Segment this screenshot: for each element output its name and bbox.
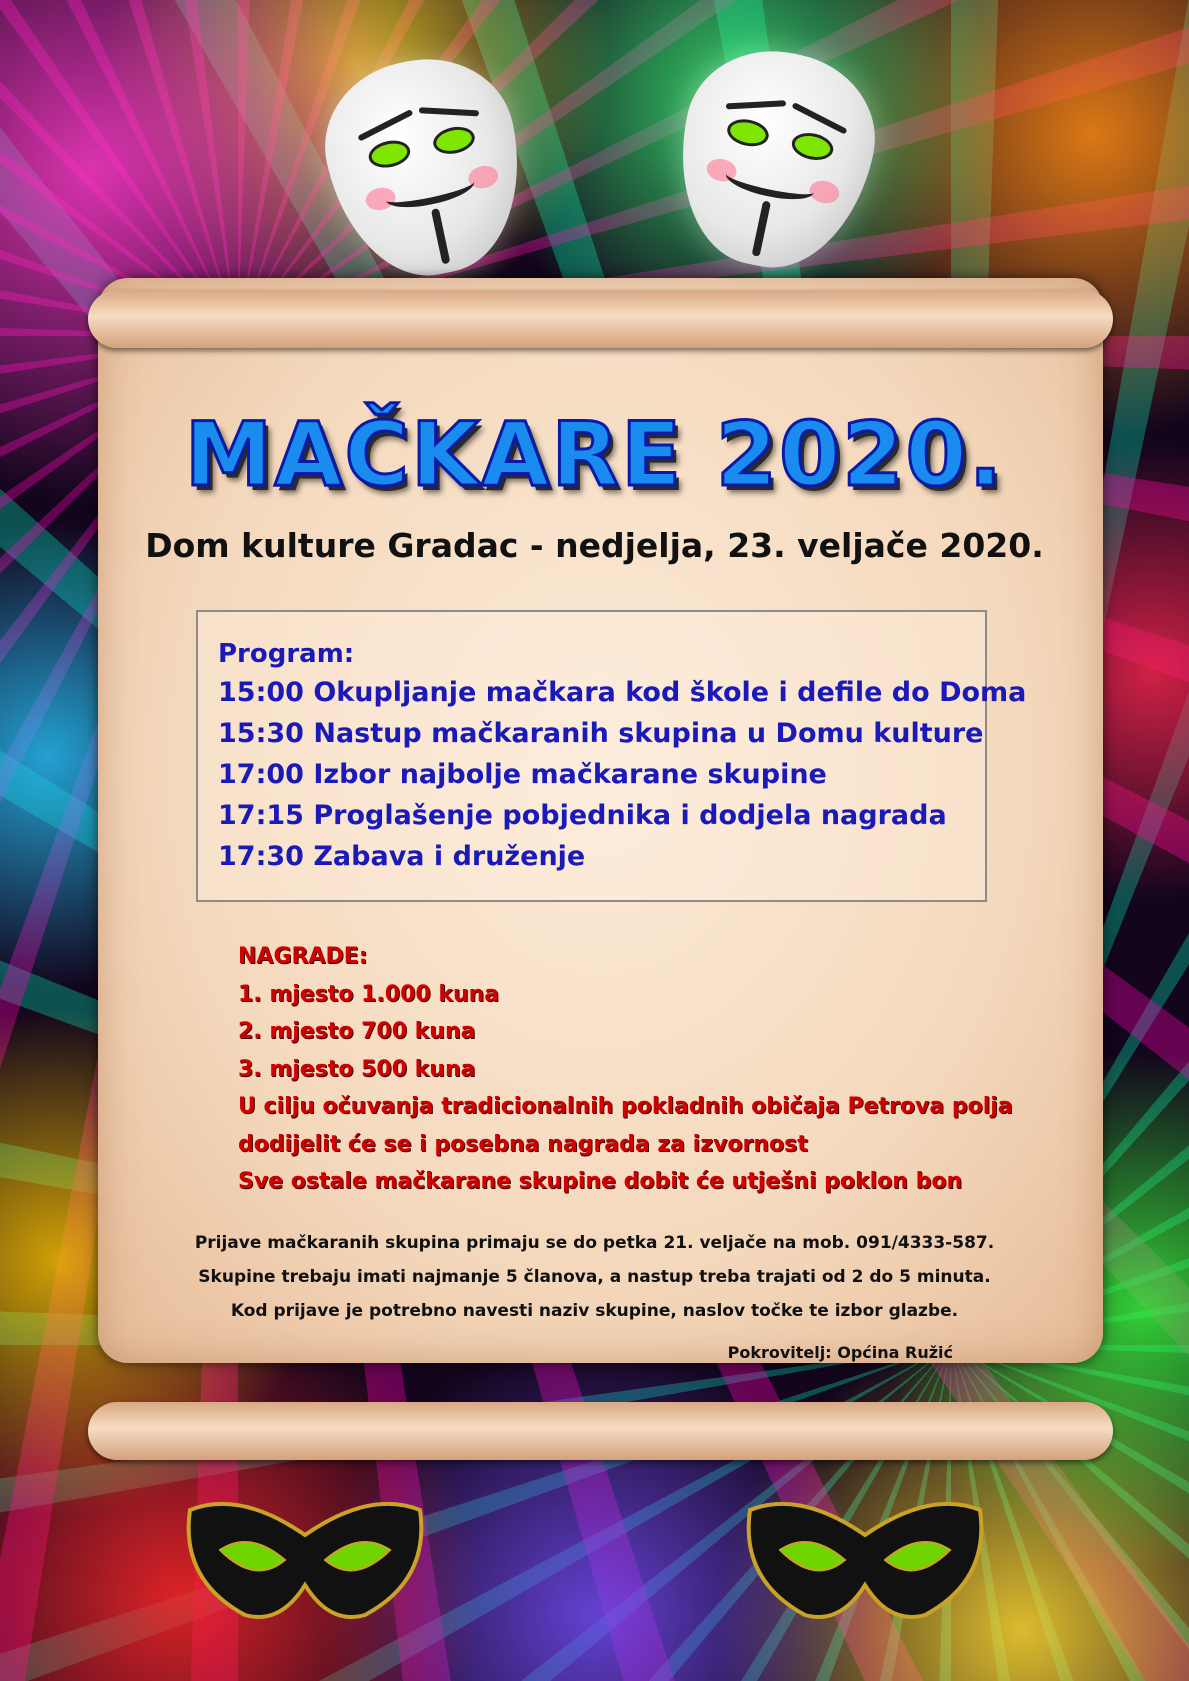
program-item: 17:15 Proglašenje pobjednika i dodjela nagrada [218, 800, 947, 831]
page-title: MAČKARE 2020. [184, 403, 1005, 506]
program-item: 17:00 Izbor najbolje mačkarane skupine [218, 759, 827, 790]
program-box [196, 610, 1027, 902]
prize-line: dodijelit će se i posebna nagrada za izvornost [238, 1131, 808, 1157]
info-line: Skupine trebaju imati najmanje 5 članova, a nastup treba trajati od 2 do 5 minuta. [198, 1267, 991, 1287]
program-item: 15:30 Nastup mačkaranih skupina u Domu kulture [218, 718, 984, 749]
scroll-top-roll [88, 290, 1113, 348]
scroll-bottom-roll [88, 1402, 1113, 1460]
event-subtitle: Dom kulture Gradac - nedjelja, 23. veljače 2020. [145, 526, 1044, 565]
program-item: 17:30 Zabava i druženje [218, 841, 586, 872]
prize-line: 1. mjesto 1.000 kuna [238, 981, 500, 1007]
guy-fawkes-mask-icon [310, 43, 541, 293]
carnival-eye-mask-icon [740, 1490, 990, 1630]
guy-fawkes-mask-icon [660, 35, 891, 285]
prizes-section [238, 938, 1013, 1201]
prize-line: 2. mjesto 700 kuna [238, 1019, 476, 1044]
prize-line: Sve ostale mačkarane skupine dobit će utješni poklon bon [238, 1169, 963, 1194]
prizes-heading: NAGRADE: [238, 944, 368, 969]
program-heading: Program: [218, 639, 355, 669]
info-line: Prijave mačkaranih skupina primaju se do petka 21. veljače na mob. 091/4333-587. [194, 1233, 995, 1253]
program-item: 15:00 Okupljanje mačkara kod škole i defile do Doma [218, 677, 1027, 708]
prize-line: U cilju očuvanja tradicionalnih pokladnih običaja Petrova polja [238, 1094, 1013, 1119]
carnival-eye-mask-icon [180, 1490, 430, 1630]
registration-info [0, 1226, 1189, 1328]
info-line: Kod prijave je potrebno navesti naziv skupine, naslov točke te izbor glazbe. [230, 1301, 959, 1321]
prize-line: 3. mjesto 500 kuna [238, 1056, 476, 1082]
sponsor-text: Pokrovitelj: Općina Ružić [727, 1343, 953, 1362]
